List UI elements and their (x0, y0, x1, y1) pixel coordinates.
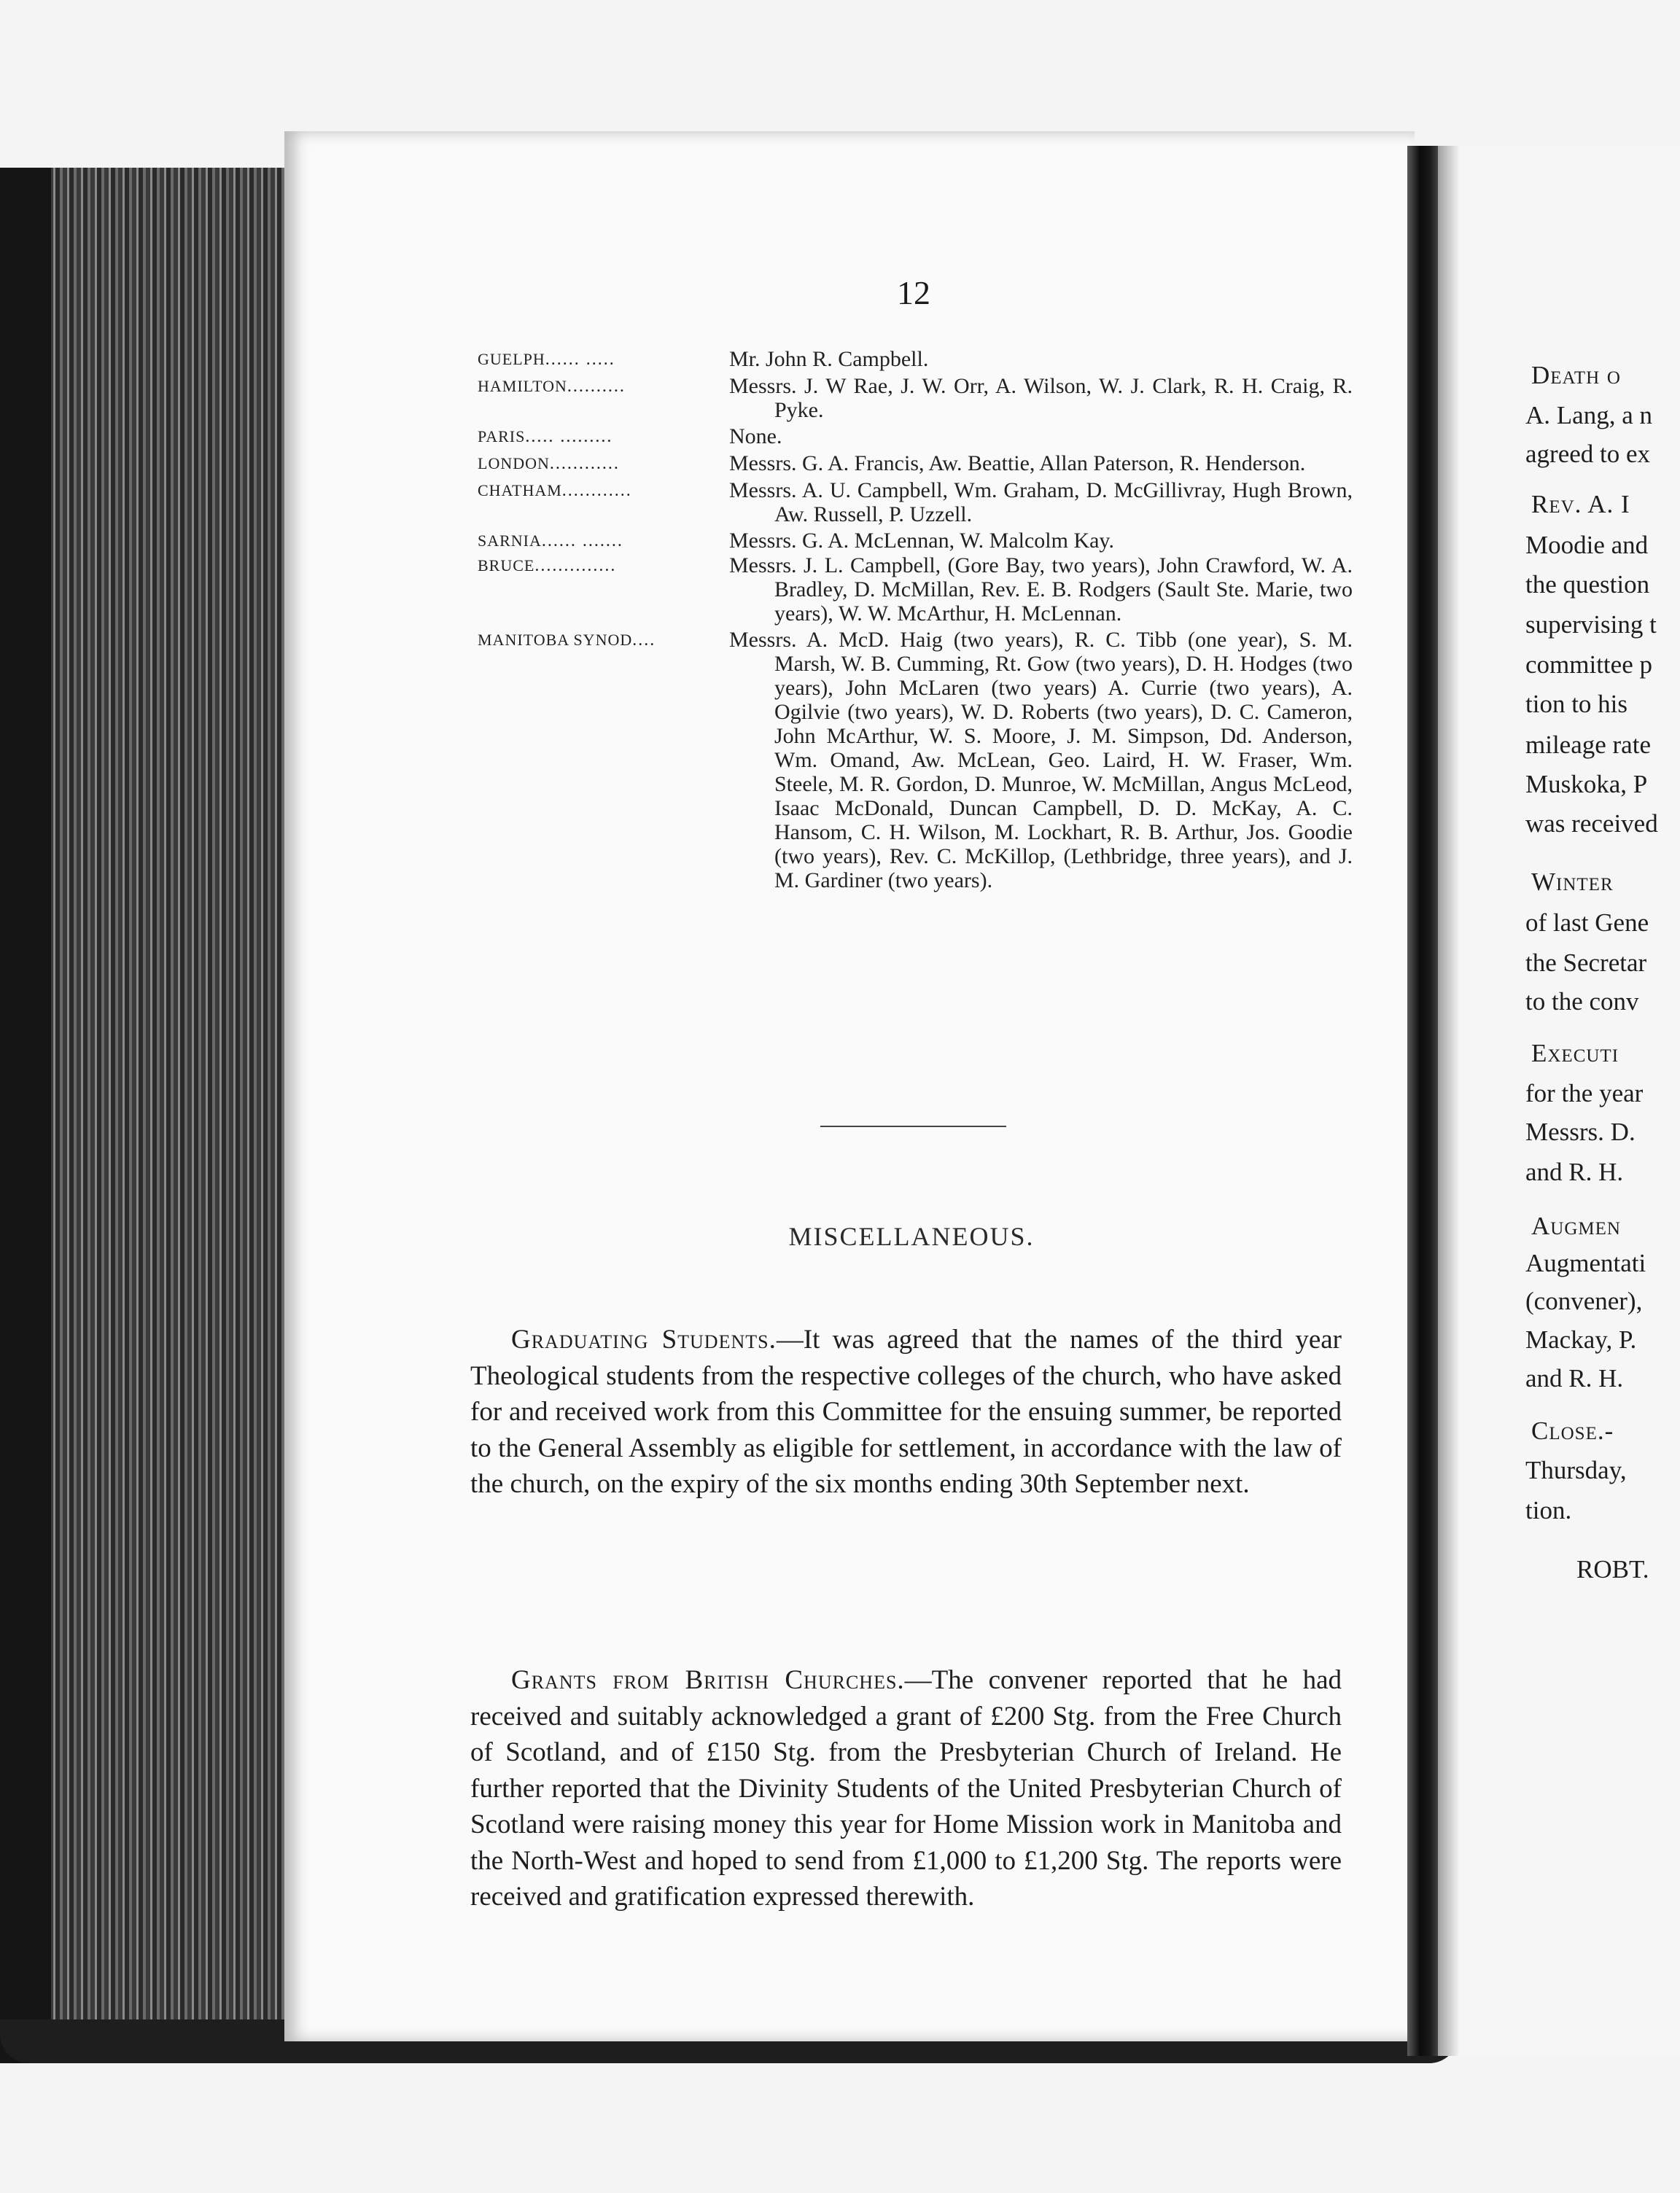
paragraph-graduating-students (470, 1322, 1342, 1503)
roster-row-london (478, 451, 1353, 476)
presbytery-name: HAMILTON.......... (478, 377, 626, 396)
right-page-line: Rev. A. I (1531, 490, 1630, 518)
right-page-line: of last Gene (1525, 908, 1649, 937)
right-page-line: tion. (1525, 1496, 1572, 1524)
right-page-line: Augmen (1531, 1212, 1621, 1240)
presbytery-name: CHATHAM............ (478, 481, 632, 500)
right-page-line: to the conv (1525, 987, 1639, 1016)
member-list: Messrs. G. A. Francis, Aw. Beattie, Allan Paterson, R. Henderson. (729, 451, 1306, 475)
page-number: 12 (897, 274, 930, 311)
right-page-line: tion to his (1525, 690, 1628, 718)
right-page-line: for the year (1525, 1079, 1644, 1107)
book-cover-edge (0, 168, 51, 2063)
right-page-line: the Secretar (1525, 949, 1647, 977)
right-page-line: Muskoka, P (1525, 770, 1648, 798)
right-page-line: supervising t (1525, 610, 1657, 639)
section-divider (820, 1126, 1006, 1127)
right-page-line: and R. H. (1525, 1158, 1624, 1186)
right-page-line: Winter (1531, 868, 1614, 896)
roster-row-guelph (478, 347, 1353, 372)
presbytery-name: BRUCE.............. (478, 556, 617, 575)
presbytery-roster (478, 347, 1353, 892)
paragraph-body: —The convener reported that he had received and suitably acknowledged a grant of £200 Stg. from the Free Church of Scotland, and of £150 Stg. from the Presbyterian Church of Ireland. He further reported that the Divinity Students of the United Presbyterian Church of Scotland were raising money this year for Home Mission work in Manitoba and the North-West and hoped to send from £1,000 to £1,200 Stg. The reports were received and gratification expressed therewith. (470, 1665, 1342, 1912)
member-list: Messrs. A. U. Campbell, Wm. Graham, D. McGillivray, Hugh Brown, Aw. Russell, P. Uzzell. (729, 478, 1353, 526)
right-page-line: Messrs. D. (1525, 1118, 1636, 1146)
right-page-line: mileage rate (1525, 731, 1651, 759)
right-page-line: (convener), (1525, 1287, 1643, 1315)
roster-row-manitoba-synod (478, 628, 1353, 892)
roster-row-chatham (478, 478, 1353, 526)
right-page-shadow (1438, 146, 1460, 2056)
right-page-line: Death o (1531, 361, 1621, 389)
member-list: Mr. John R. Campbell. (729, 347, 929, 371)
roster-row-bruce (478, 553, 1353, 626)
right-page-line: ROBT. (1576, 1555, 1649, 1584)
paragraph-body: —It was agreed that the names of the third year Theological students from the respective colleges of the church, who have asked for and received work from this Committee for the ensuing summer, be reported to the General Assembly as eligible for settlement, in accordance with the law of the church, on the expiry of the six months ending 30th September next. (470, 1325, 1342, 1499)
member-list: None. (729, 424, 782, 448)
presbytery-name: LONDON............ (478, 454, 620, 473)
paragraph-lead: Graduating Students. (511, 1325, 777, 1355)
paragraph-grants-british-churches (470, 1662, 1342, 1915)
right-page-line: Mackay, P. (1525, 1325, 1637, 1354)
roster-row-paris (478, 424, 1353, 449)
presbytery-name: GUELPH...... ..... (478, 350, 615, 369)
roster-row-hamilton (478, 374, 1353, 422)
right-page-line: Executi (1531, 1039, 1619, 1067)
book-gutter (1407, 146, 1439, 2056)
member-list: Messrs. J. W Rae, J. W. Orr, A. Wilson, W. J. Clark, R. H. Craig, R. Pyke. (729, 374, 1353, 422)
presbytery-name: PARIS..... ......... (478, 427, 613, 446)
right-page-line: was received (1525, 809, 1658, 838)
member-list: Messrs. G. A. McLennan, W. Malcolm Kay. (729, 529, 1114, 553)
right-page-line: agreed to ex (1525, 440, 1651, 468)
presbytery-name: MANITOBA SYNOD.... (478, 631, 656, 650)
right-page-line: committee p (1525, 650, 1652, 679)
right-page-line: the question (1525, 570, 1650, 599)
presbytery-name: SARNIA...... ....... (478, 531, 623, 550)
right-page-line: Moodie and (1525, 531, 1649, 559)
right-page-line: and R. H. (1525, 1364, 1624, 1392)
roster-row-sarnia (478, 529, 1353, 553)
section-heading: MISCELLANEOUS. (788, 1222, 1035, 1251)
right-page-line: Augmentati (1525, 1249, 1646, 1277)
right-page-line: A. Lang, a n (1525, 401, 1652, 429)
right-page-line: Thursday, (1525, 1456, 1627, 1484)
member-list: Messrs. A. McD. Haig (two years), R. C. Tibb (one year), S. M. Marsh, W. B. Cumming, Rt. Gow (two years), D. H. Hodges (two years), John McLaren (two years) A. Currie (two years), A. Ogilvie (two years), W. D. Roberts (two years), D. C. Cameron, John McArthur, W. S. Moore, J. M. Simpson, Dd. Anderson, Wm. Omand, Aw. McLean, Geo. Laird, H. W. Fraser, Wm. Steele, M. R. Gordon, D. Munroe, W. McMillan, Angus McLeod, Isaac McDonald, Duncan Campbell, D. D. McKay, A. C. Hansom, C. H. Wilson, M. Lockhart, R. B. Arthur, Jos. Goodie (two years), Rev. C. McKillop, (Lethbridge, three years), and J. M. Gardiner (two years). (729, 628, 1353, 892)
right-page-line: Close.- (1531, 1417, 1614, 1445)
paragraph-lead: Grants from British Churches. (511, 1665, 905, 1695)
member-list: Messrs. J. L. Campbell, (Gore Bay, two years), John Crawford, W. A. Bradley, D. McMillan, Rev. E. B. Rodgers (Sault Ste. Marie, two years), W. W. McArthur, H. McLennan. (729, 553, 1353, 626)
